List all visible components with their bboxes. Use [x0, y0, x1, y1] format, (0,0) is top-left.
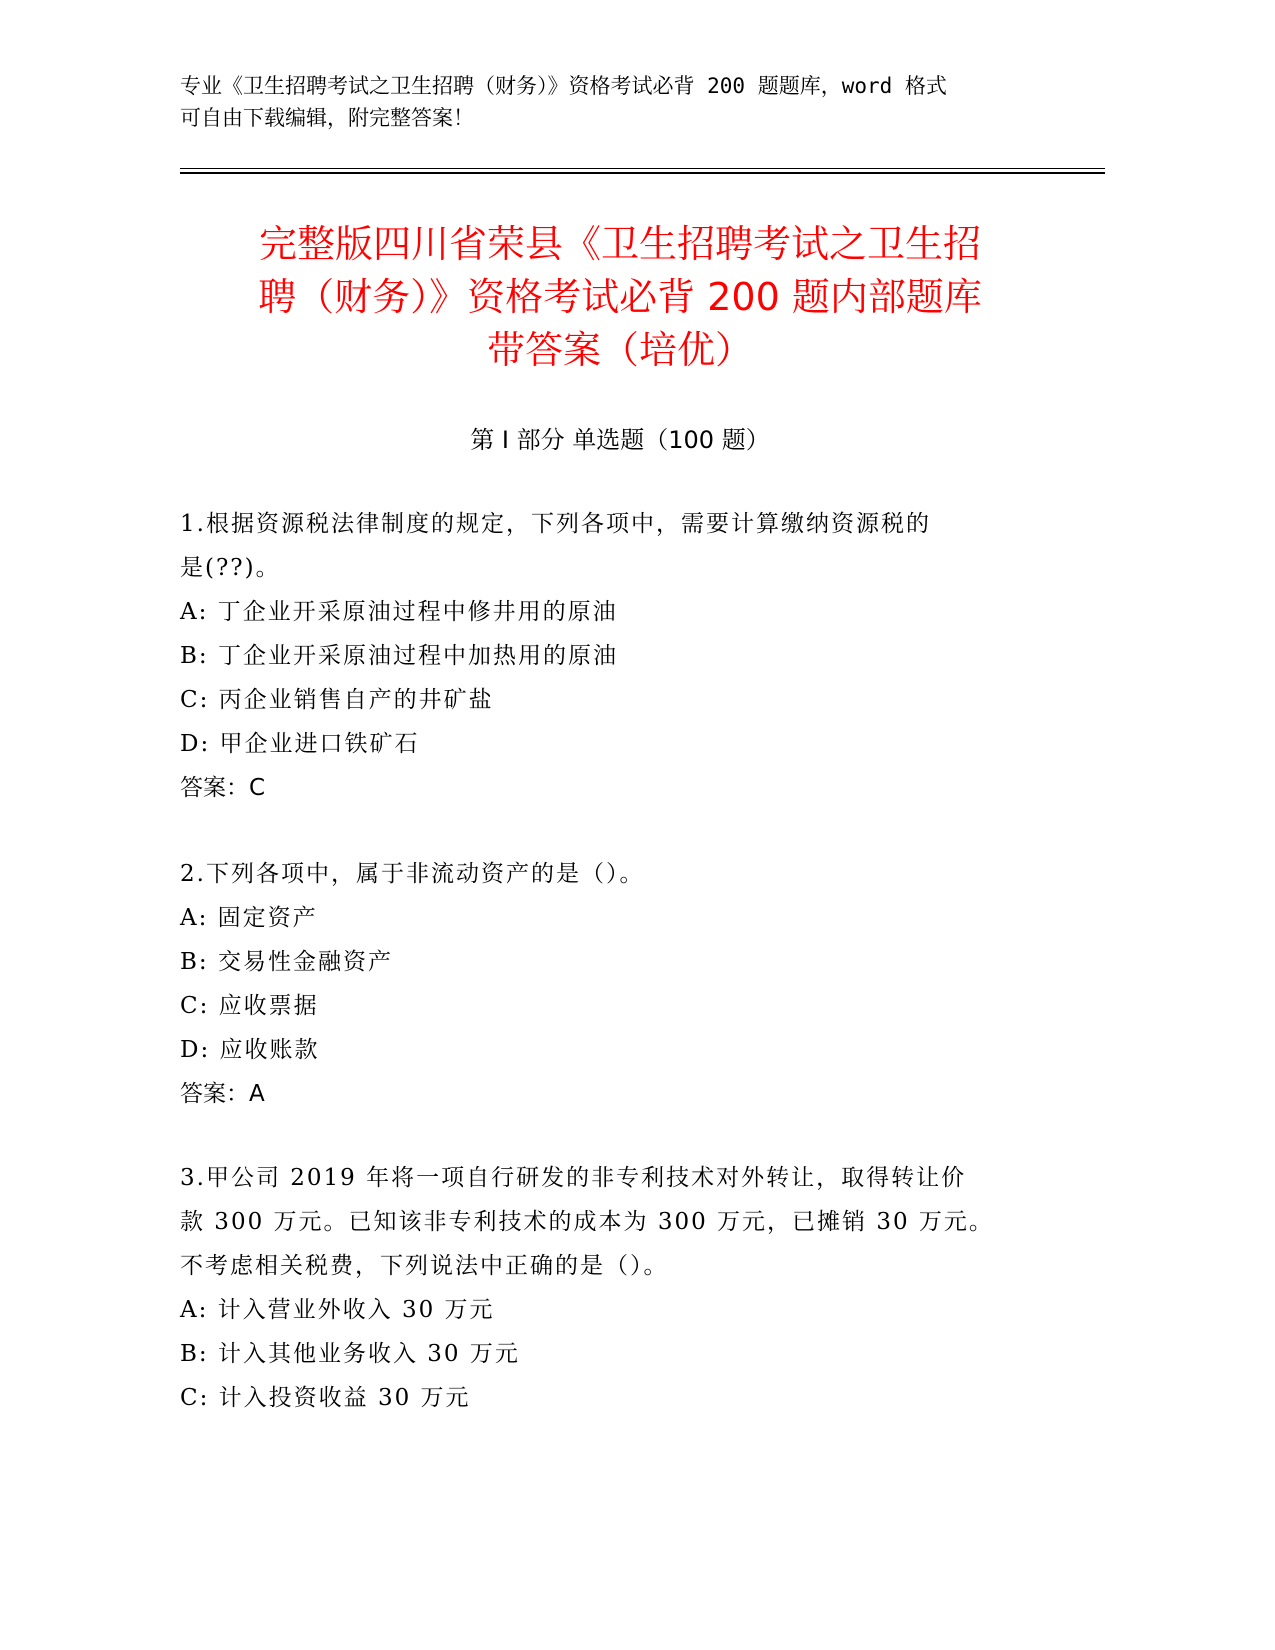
question-stem-line: 1.根据资源税法律制度的规定，下列各项中，需要计算缴纳资源税的 — [180, 511, 931, 537]
header-note-line-1: 专业《卫生招聘考试之卫生招聘（财务）》资格考试必背 200 题题库，word 格式 — [180, 74, 947, 98]
document-title — [180, 218, 1060, 377]
option-b: B: 丁企业开采原油过程中加热用的原油 — [180, 643, 618, 669]
question-stem-line: 2.下列各项中，属于非流动资产的是（）。 — [180, 861, 645, 887]
option-a: A: 丁企业开采原油过程中修井用的原油 — [180, 599, 618, 625]
option-b: B: 计入其他业务收入 30 万元 — [180, 1341, 520, 1367]
question-stem-line: 3.甲公司 2019 年将一项自行研发的非专利技术对外转让，取得转让价 — [180, 1165, 967, 1191]
option-c: C: 丙企业销售自产的井矿盐 — [180, 687, 494, 713]
option-d: D: 应收账款 — [180, 1037, 320, 1063]
answer-label: 答案：C — [180, 775, 266, 801]
title-line-3: 带答案（培优） — [486, 328, 753, 372]
title-line-1: 完整版四川省荣县《卫生招聘考试之卫生招 — [258, 222, 981, 266]
header-note-line-2: 可自由下载编辑，附完整答案！ — [180, 106, 474, 130]
document-header-note — [180, 70, 1060, 134]
option-a: A: 计入营业外收入 30 万元 — [180, 1297, 495, 1323]
header-divider-thick — [180, 172, 1105, 174]
option-d: D: 甲企业进口铁矿石 — [180, 731, 420, 757]
title-line-2: 聘（财务）》资格考试必背 200 题内部题库 — [258, 275, 982, 319]
question-stem-line: 不考虑相关税费，下列说法中正确的是（）。 — [180, 1253, 669, 1279]
answer-label: 答案：A — [180, 1081, 265, 1107]
question-stem-line: 是(??)。 — [180, 555, 281, 581]
question-2 — [180, 852, 1060, 1116]
question-1 — [180, 502, 1060, 810]
question-3 — [180, 1156, 1060, 1420]
option-b: B: 交易性金融资产 — [180, 949, 393, 975]
option-a: A: 固定资产 — [180, 905, 318, 931]
option-c: C: 应收票据 — [180, 993, 319, 1019]
question-stem-line: 款 300 万元。已知该非专利技术的成本为 300 万元，已摊销 30 万元。 — [180, 1209, 994, 1235]
option-c: C: 计入投资收益 30 万元 — [180, 1385, 471, 1411]
section-title: 第 I 部分 单选题（100 题） — [470, 426, 770, 454]
header-divider-thin — [180, 168, 1105, 169]
